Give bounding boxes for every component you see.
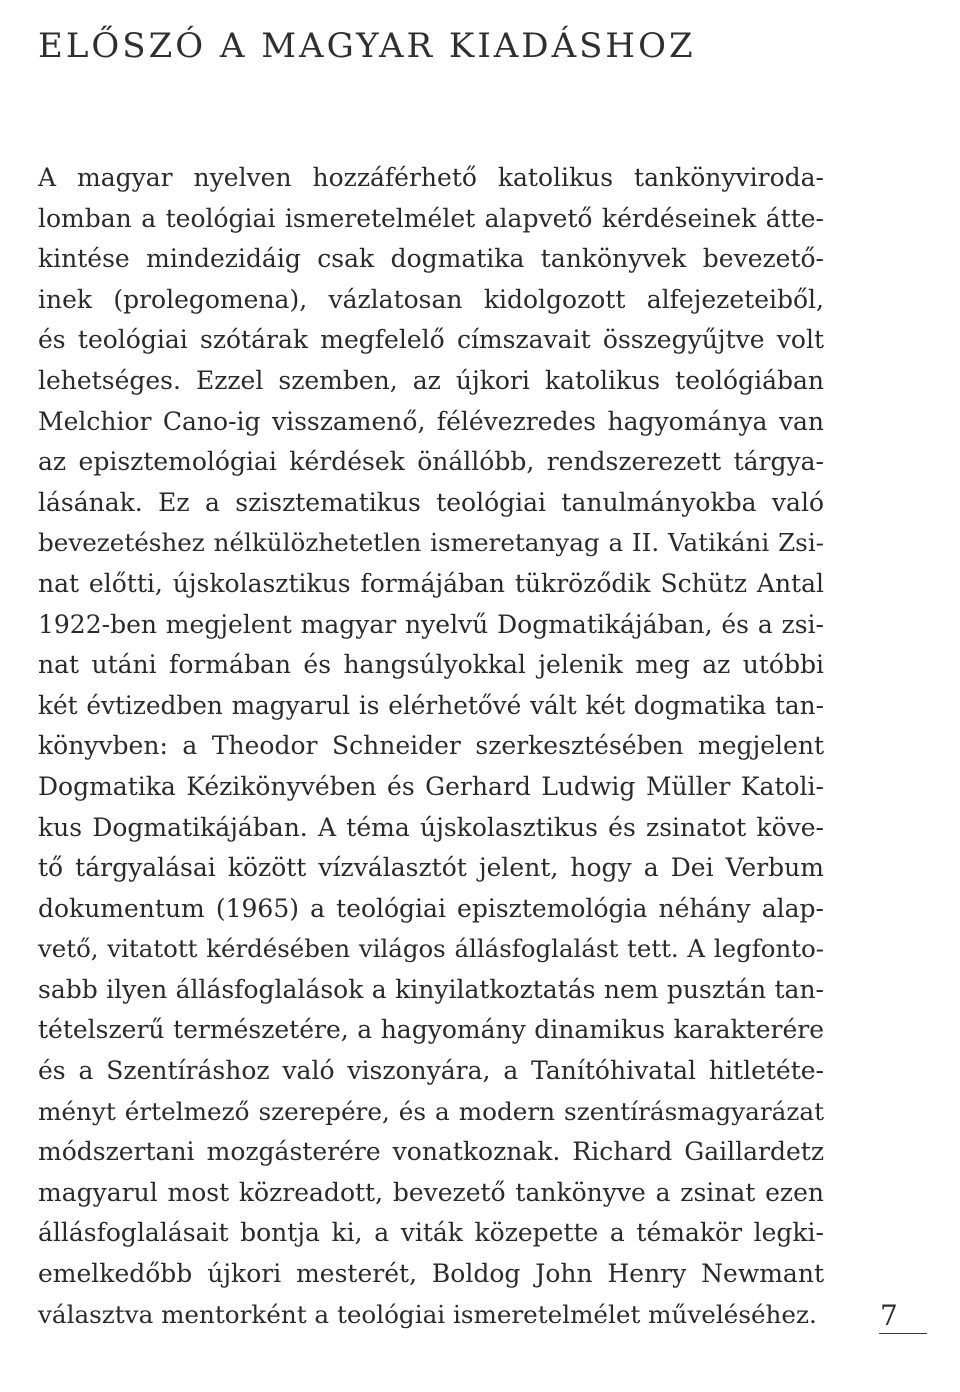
text-line: nat utáni formában és hangsúlyokkal jelenik meg az utóbbi: [38, 650, 824, 680]
page-number-rule: [879, 1333, 927, 1334]
text-line: vető, vitatott kérdésében világos állásfoglalást tett. A legfonto-: [38, 934, 824, 964]
text-line: két évtizedben magyarul is elérhetővé vált két dogmatika tan-: [38, 690, 824, 720]
text-line: magyarul most közreadott, bevezető tankönyve a zsinat ezen: [38, 1177, 824, 1207]
text-line: választva mentorként a teológiai ismeretelmélet műveléséhez.: [38, 1299, 817, 1329]
page-number: 7: [880, 1299, 898, 1332]
text-line: emelkedőbb újkori mesterét, Boldog John Henry Newmant: [38, 1259, 824, 1289]
text-line: kus Dogmatikájában. A téma újskolasztikus és zsinatot köve-: [38, 812, 824, 842]
text-line: nat előtti, újskolasztikus formájában tükröződik Schütz Antal: [38, 568, 824, 598]
text-line: állásfoglalásait bontja ki, a viták közepette a témakör legki-: [38, 1218, 824, 1248]
text-line: és a Szentíráshoz való viszonyára, a Tanítóhivatal hitletéte-: [38, 1056, 824, 1086]
text-line: A magyar nyelven hozzáférhető katolikus tankönyviroda-: [38, 163, 824, 192]
text-line: az episztemológiai kérdések önállóbb, rendszerezett tárgya-: [38, 447, 824, 477]
text-line: lomban a teológiai ismeretelmélet alapvető kérdéseinek átte-: [38, 203, 824, 233]
text-line: könyvben: a Theodor Schneider szerkesztésében megjelent: [38, 731, 824, 761]
text-line: bevezetéshez nélkülözhetetlen ismeretanyag a II. Vatikáni Zsi-: [38, 528, 824, 558]
text-line: módszertani mozgásterére vonatkoznak. Richard Gaillardetz: [38, 1137, 824, 1167]
text-line: 1922-ben megjelent magyar nyelvű Dogmatikájában, és a zsi-: [38, 609, 824, 639]
text-line: lásának. Ez a szisztematikus teológiai tanulmányokba való: [38, 487, 824, 517]
text-line: sabb ilyen állásfoglalások a kinyilatkoztatás nem pusztán tan-: [38, 974, 824, 1004]
text-line: lehetséges. Ezzel szemben, az újkori katolikus teológiában: [38, 365, 824, 395]
text-line: kintése mindezidáig csak dogmatika tankönyvek bevezető-: [38, 244, 824, 274]
text-line: ményt értelmező szerepére, és a modern szentírásmagyarázat: [38, 1096, 824, 1126]
text-line: tő tárgyalásai között vízválasztót jelent, hogy a Dei Verbum: [38, 853, 824, 883]
body-paragraph: [38, 158, 824, 1335]
text-line: Dogmatika Kézikönyvében és Gerhard Ludwig Müller Katoli-: [38, 771, 824, 801]
text-line: dokumentum (1965) a teológiai episztemológia néhány alap-: [38, 893, 824, 923]
text-line: inek (prolegomena), vázlatosan kidolgozott alfejezeteiből,: [38, 284, 824, 314]
text-line: tételszerű természetére, a hagyomány dinamikus karakterére: [38, 1015, 824, 1045]
text-line: Melchior Cano-ig visszamenő, félévezredes hagyománya van: [38, 406, 824, 436]
text-line: és teológiai szótárak megfelelő címszavait összegyűjtve volt: [38, 325, 824, 355]
page-title: ELŐSZÓ A MAGYAR KIADÁSHOZ: [38, 26, 696, 66]
